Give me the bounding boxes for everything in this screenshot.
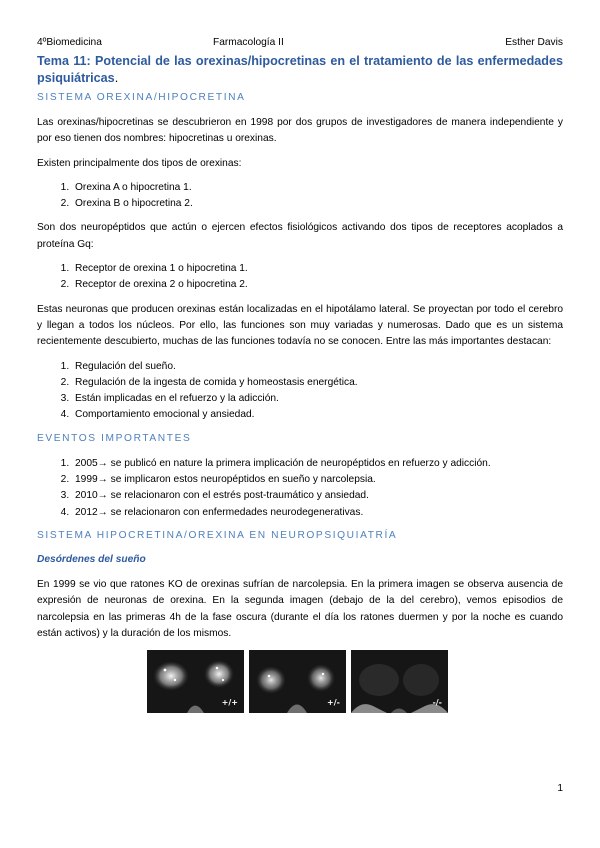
- paragraph-narcolepsy: En 1999 se vio que ratones KO de orexinas sufrían de narcolepsia. En la primera imagen se observa ausencia de expresión de neuronas de orexina. En la segunda imagen (debajo de la del cerebro), vemos episodios de narcolepsia en las primeras 4h de la fase oscura (durante el día los ratones duermen y por la noche es cuando están activos) y la duración de los mismos.: [37, 578, 563, 639]
- list-item: 3. 2010→ se relacionaron con el estrés post-traumático y ansiedad.: [72, 488, 563, 504]
- section-heading-orexin-system: SISTEMA OREXINA/HIPOCRETINA: [37, 92, 246, 103]
- paragraph-types: Existen principalmente dos tipos de orexinas:: [37, 157, 242, 169]
- header-author: Esther Davis: [505, 37, 563, 48]
- paragraph-neurons: Estas neuronas que producen orexinas están localizadas en el hipotálamo lateral. Se proyectan por todo el cerebro y llegan a todos los núcleos. Por ello, las funciones son muy variadas y numerosas. Dado que es un sistema recientemente descubierto, muchas de las funciones todavía no se conocen. Entre las más importantes destacan:: [37, 303, 563, 348]
- list-item: 3. Están implicadas en el refuerzo y la adicción.: [72, 391, 563, 407]
- genotype-label: -/-: [432, 697, 442, 707]
- document-title: [37, 53, 563, 86]
- genotype-label: +/+: [221, 697, 238, 707]
- list-item: 1. Receptor de orexina 1 o hipocretina 1.: [72, 261, 563, 277]
- page-header: [37, 37, 563, 51]
- title-end: .: [114, 70, 119, 85]
- list-events: [37, 456, 563, 521]
- list-functions: [37, 359, 563, 424]
- micrograph-figure: [147, 650, 563, 713]
- paragraph-discovery: Las orexinas/hipocretinas se descubrieron en 1998 por dos grupos de investigadores de manera independiente y por eso tienen dos nombres: hipocretinas u orexinas.: [37, 117, 563, 145]
- genotype-label: +/-: [327, 697, 340, 707]
- section-heading-events: EVENTOS IMPORTANTES: [37, 432, 192, 444]
- list-item: 1. Regulación del sueño.: [72, 359, 563, 375]
- list-item: 2. Receptor de orexina 2 o hipocretina 2.: [72, 277, 563, 293]
- micrograph-knockout: [351, 650, 448, 713]
- list-item: 1. 2005→ se publicó en nature la primera implicación de neuropéptidos en refuerzo y adicción.: [72, 456, 563, 472]
- title-text: Tema 11: Potencial de las orexinas/hipocretinas en el tratamiento de las enfermedades psiquiátricas: [37, 54, 563, 85]
- list-item: 2. Orexina B o hipocretina 2.: [72, 196, 563, 212]
- paragraph-receptors: Son dos neuropéptidos que actún o ejercen efectos fisiológicos activando dos tipos de receptores acoplados a proteína Gq:: [37, 222, 563, 250]
- subsection-heading-sleep-disorders: Desórdenes del sueño: [37, 553, 146, 565]
- micrograph-wildtype: [147, 650, 244, 713]
- document-body: [37, 53, 563, 713]
- list-receptors: [37, 261, 563, 294]
- list-item: 4. 2012→ se relacionaron con enfermedades neurodegenerativas.: [72, 505, 563, 521]
- page-number: 1: [557, 783, 563, 794]
- header-subject: Farmacología II: [213, 37, 284, 48]
- header-course: 4ºBiomedicina: [37, 37, 102, 48]
- list-item: 2. 1999→ se implicaron estos neuropéptidos en sueño y narcolepsia.: [72, 472, 563, 488]
- list-item: 1. Orexina A o hipocretina 1.: [72, 180, 563, 196]
- list-orexin-types: [37, 180, 563, 213]
- micrograph-heterozygous: [249, 650, 346, 713]
- list-item: 2. Regulación de la ingesta de comida y homeostasis energética.: [72, 375, 563, 391]
- list-item: 4. Comportamiento emocional y ansiedad.: [72, 407, 563, 423]
- section-heading-neuropsychiatry: SISTEMA HIPOCRETINA/OREXINA EN NEUROPSIQUIATRÍA: [37, 529, 398, 541]
